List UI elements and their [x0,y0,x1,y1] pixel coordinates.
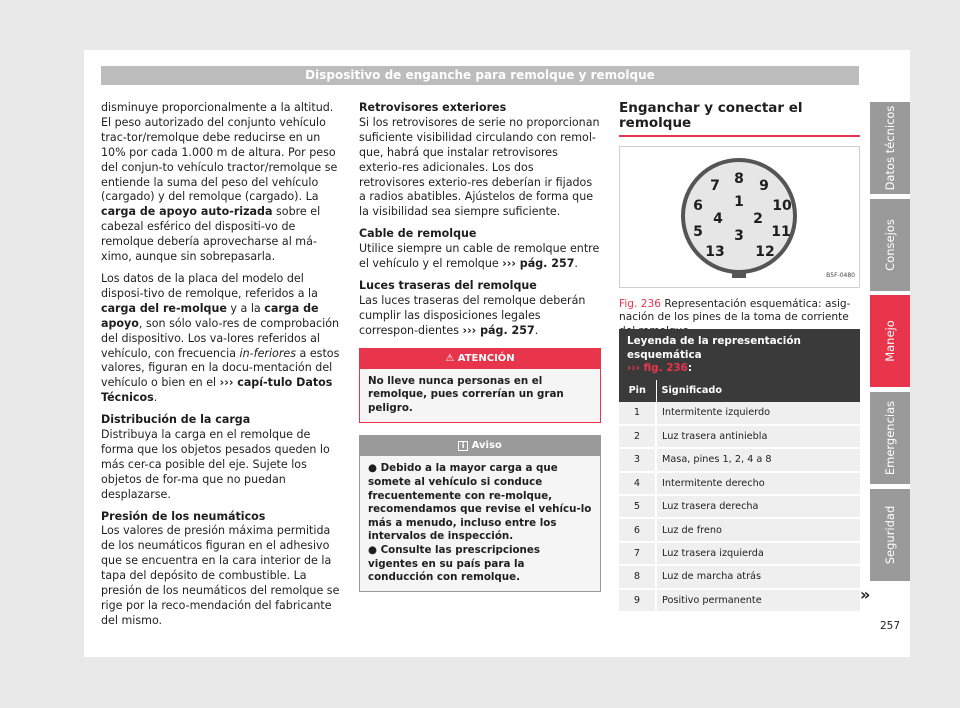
column-left [101,101,343,636]
pin-label-13: 13 [705,243,725,260]
pin-label-2: 2 [753,210,763,227]
pin-label-5: 5 [693,223,703,240]
table-row: 2 Luz trasera antiniebla [619,425,860,448]
pin-label-9: 9 [759,177,769,194]
table-header-row [619,380,860,402]
page-header: Dispositivo de enganche para remolque y remolque [101,66,859,85]
heading-trailer-cable: Cable de remolque [359,227,477,241]
table-row: 1 Intermitente izquierdo [619,402,860,425]
pin-label-3: 3 [734,227,744,244]
section-title: Enganchar y conectar el remolque [619,101,860,137]
tab-seguridad[interactable]: Seguridad [870,489,910,581]
pin-label-12: 12 [755,243,775,260]
note-item: ● Debido a la mayor carga a que somete al vehículo si conduce frecuentemente con re-molque, recomendamos que revise el vehícu-lo más a menudo, incluso entre los intervalos de inspección. [368,462,592,543]
heading-mirrors: Retrovisores exteriores [359,101,507,114]
link-page-257[interactable]: ››› pág. 257 [462,323,535,337]
paragraph-tire-pressure: Los valores de presión máxima permitida de los neumáticos figuran en el adhesivo que se encuentra en la cara interior de la tapa del depósito de combustible. La presión de los neumáticos del remolque se rige por la reco-mendación del fabricante del mismo. [101,524,340,627]
info-icon: i [458,441,468,451]
warning-box [359,348,601,424]
pin-label-4: 4 [713,210,723,227]
paragraph-mirrors: Si los retrovisores de serie no proporcionan suficiente visibilidad circulando con remol-que, habrá que instalar retrovisores exterio-res adicionales. Los dos retrovisores exterio-res deberían ir fijados a radios abatibles. Ajústelos de forma que la visibilidad sea siempre suficiente. [359,115,600,219]
note-body [360,456,600,590]
paragraph-plate-data: Los datos de la placa del modelo del disposi-tivo de remolque, referidos a la carga del re-molque y a la carga de apoyo, son sólo valo-res de comprobación del dispositivo. Los va-lores referidos al vehículo, con frecuencia in-feriores a estos valores, figuran en la docu-mentación del vehículo o bien en el ››› capí-tulo Datos Técnicos. [101,271,340,405]
socket-figure [619,146,860,288]
table-row: 6 Luz de freno [619,518,860,541]
table-row: 9 Positivo permanente [619,589,860,612]
warning-header: ⚠ ATENCIÓN [360,349,600,369]
table-row: 7 Luz trasera izquierda [619,542,860,565]
column-right [619,101,860,339]
tab-manejo[interactable]: Manejo [870,295,910,387]
pin-label-6: 6 [693,197,703,214]
heading-rear-lights: Luces traseras del remolque [359,278,537,292]
link-fig-236[interactable]: fig. 236 [643,362,688,374]
link-page-257[interactable]: ››› pág. 257 [502,257,575,271]
legend-table [619,329,860,613]
paragraph-trailer-cable: Utilice siempre un cable de remolque entre el vehículo y el remolque ››› pág. 257. [359,242,600,271]
pin-label-10: 10 [772,197,792,214]
column-header-meaning: Significado [656,380,860,402]
legend-title: Leyenda de la representación esquemática ››› fig. 236: [619,329,860,380]
note-box [359,435,601,591]
tab-emergencias[interactable]: Emergencias [870,392,910,484]
pin-label-1: 1 [734,193,744,210]
pin-table [619,380,860,614]
paragraph-altitude: disminuye proporcionalmente a la altitud. El peso autorizado del conjunto vehículo trac-tor/remolque debe reducirse en un 10% por cada 1.000 m de altura. Por peso del conjun-to vehículo tractor/remolque se entiende la suma del peso del vehículo (cargado) y del remolque (cargado). La carga de apoyo auto-rizada sobre el cabezal esférico del dispositi-vo de remolque debería aprovecharse al má-ximo, aunque sin sobrepasarla. [101,101,338,264]
warning-triangle-icon: ⚠ [445,352,455,364]
heading-tire-pressure: Presión de los neumáticos [101,509,266,523]
figure-code: B5F-0480 [826,271,855,279]
pin-label-11: 11 [771,223,791,240]
page-number: 257 [880,620,901,632]
socket-key [732,271,746,278]
paragraph-load-distribution: Distribuya la carga en el remolque de forma que los objetos pesados queden lo más cer-ca posible del eje. Sujete los objetos de for-ma que no puedan desplazarse. [101,428,330,501]
socket-diagram [620,147,859,287]
tab-datos-tecnicos[interactable]: Datos técnicos [870,102,910,194]
figure-caption: Fig. 236 Representación esquemática: asig-nación de los pines de la toma de corriente [619,297,851,324]
column-middle [359,101,601,592]
warning-text: No lleve nunca personas en el remolque, pues correrían un gran peligro. [360,369,600,423]
heading-load-distribution: Distribución de la carga [101,413,251,427]
table-row: 4 Intermitente derecho [619,472,860,495]
pin-label-7: 7 [710,177,720,194]
table-row: 8 Luz de marcha atrás [619,565,860,588]
note-header: i Aviso [360,436,600,456]
table-row: 5 Luz trasera derecha [619,495,860,518]
pin-label-8: 8 [734,170,744,187]
link-chapter-technical-data[interactable]: ››› capí-tulo Datos Técnicos [101,376,333,405]
note-item: ● Consulte las prescripciones vigentes en su país para la conducción con remolque. [368,543,541,584]
tab-consejos[interactable]: Consejos [870,199,910,291]
column-header-pin: Pin [619,380,656,402]
continue-icon: » [860,585,871,604]
paragraph-rear-lights: Las luces traseras del remolque deberán cumplir las disposiciones legales correspon-dientes ››› pág. 257. [359,293,586,337]
table-row: 3 Masa, pines 1, 2, 4 a 8 [619,448,860,471]
